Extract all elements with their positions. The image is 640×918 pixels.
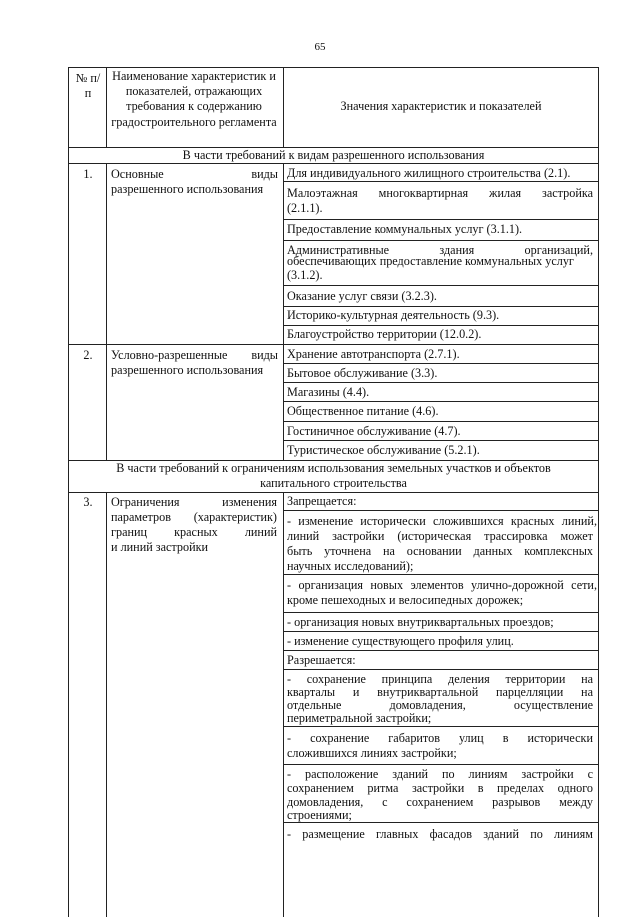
header-name: Наименование характеристик и показателей, отражающих требования к содержанию градостроительного регламента (111, 69, 277, 129)
list-item: Благоустройство территории (12.0.2). (287, 327, 482, 341)
rule (283, 163, 284, 460)
list-item: Магазины (4.4). (287, 385, 370, 399)
text-line: отдельные домовладения, осуществление (287, 698, 593, 712)
item-rule (283, 401, 599, 402)
rule (106, 163, 107, 460)
rule (68, 67, 599, 68)
rule (283, 67, 284, 147)
rule (283, 492, 284, 917)
item-rule (283, 440, 599, 441)
text-line: - изменение существующего профиля улиц. (287, 634, 514, 648)
header-num: № п/п (75, 71, 101, 100)
row-number: 1. (83, 167, 93, 181)
list-item: Гостиничное обслуживание (4.7). (287, 424, 461, 438)
item-rule (283, 363, 599, 364)
row-name: и линий застройки (111, 540, 209, 554)
item-rule (283, 669, 599, 670)
text-line: - организация новых внутриквартальных проездов; (287, 615, 554, 629)
text-line: строениями; (287, 808, 352, 822)
text-line: линий застройки (историческая трассировка может (287, 529, 593, 543)
item-rule (283, 219, 599, 220)
text-line: кроме пешеходных и велосипедных дорожек; (287, 593, 524, 607)
item-rule (283, 631, 599, 632)
text-line: - размещение главных фасадов зданий по линиям (287, 827, 593, 841)
row-name: параметров (характеристик) (111, 510, 277, 524)
item-rule (283, 650, 599, 651)
text-line: - сохранение габаритов улиц в исторически (287, 731, 593, 745)
row-number: 2. (83, 348, 93, 362)
item-rule (283, 764, 599, 765)
row-name: границ красных линий (111, 525, 277, 539)
list-item: Туристическое обслуживание (5.2.1). (287, 443, 480, 457)
text-line: кварталы и внутриквартальной парцелляции на (287, 685, 593, 699)
section-title: В части требований к видам разрешенного использования (182, 148, 485, 162)
item-rule (283, 181, 599, 182)
text-line: Запрещается: (287, 494, 357, 508)
rule (68, 492, 599, 493)
item-rule (283, 421, 599, 422)
item-rule (283, 382, 599, 383)
row-name: разрешенного использования (111, 182, 264, 196)
regulation-table (68, 67, 599, 917)
list-item: Историко-культурная деятельность (9.3). (287, 308, 500, 322)
row-number: 3. (83, 495, 93, 509)
list-item: Предоставление коммунальных услуг (3.1.1). (287, 222, 523, 236)
text-line: - расположение зданий по линиям застройки с (287, 767, 593, 781)
item-rule (283, 325, 599, 326)
item-rule (283, 726, 599, 727)
text-line: - изменение исторически сложившихся красных линий, (287, 514, 597, 528)
item-rule (283, 306, 599, 307)
list-item: Бытовое обслуживание (3.3). (287, 366, 438, 380)
rule (68, 163, 599, 164)
text-line: сохранением ритма застройки в пределах одного (287, 781, 593, 795)
item-rule (283, 285, 599, 286)
list-item: Административные здания организаций, (287, 243, 593, 257)
rule (68, 344, 599, 345)
text-line: периметральной застройки; (287, 711, 432, 725)
item-rule (283, 510, 599, 511)
list-item: Хранение автотранспорта (2.7.1). (287, 347, 460, 361)
list-item: Общественное питание (4.6). (287, 404, 439, 418)
rule (68, 67, 69, 917)
text-line: домовладения, с сохранением разрывов между (287, 795, 593, 809)
text-line: Разрешается: (287, 653, 356, 667)
rule (106, 492, 107, 917)
list-item: Оказание услуг связи (3.2.3). (287, 289, 437, 303)
text-line: сложившихся линиях застройки; (287, 746, 457, 760)
row-name: Основные виды (111, 167, 278, 181)
row-name: Условно-разрешенные виды (111, 348, 278, 362)
rule (598, 67, 599, 917)
section-title: В части требований к ограничениям использования земельных участков и объектов (116, 461, 551, 475)
text-line: - сохранение принципа деления территории на (287, 672, 593, 686)
section-title: капитального строительства (260, 476, 407, 490)
list-item: обеспечивающих предоставление коммунальных услуг (287, 254, 574, 268)
item-rule (283, 240, 599, 241)
list-item: (3.1.2). (287, 268, 323, 282)
page-number: 65 (314, 41, 326, 53)
list-item: Для индивидуального жилищного строительства (2.1). (287, 166, 571, 180)
row-name: разрешенного использования (111, 363, 264, 377)
item-rule (283, 574, 599, 575)
list-item: Малоэтажная многоквартирная жилая застройка (287, 186, 593, 200)
text-line: научных исследований); (287, 559, 414, 573)
item-rule (283, 612, 599, 613)
row-name: Ограничения изменения (111, 495, 277, 509)
list-item: (2.1.1). (287, 201, 323, 215)
text-line: - организация новых элементов улично-дорожной сети, (287, 578, 597, 592)
rule (106, 67, 107, 147)
header-values: Значения характеристик и показателей (340, 99, 542, 113)
text-line: быть уточнена на основании данных комплексных (287, 544, 593, 558)
